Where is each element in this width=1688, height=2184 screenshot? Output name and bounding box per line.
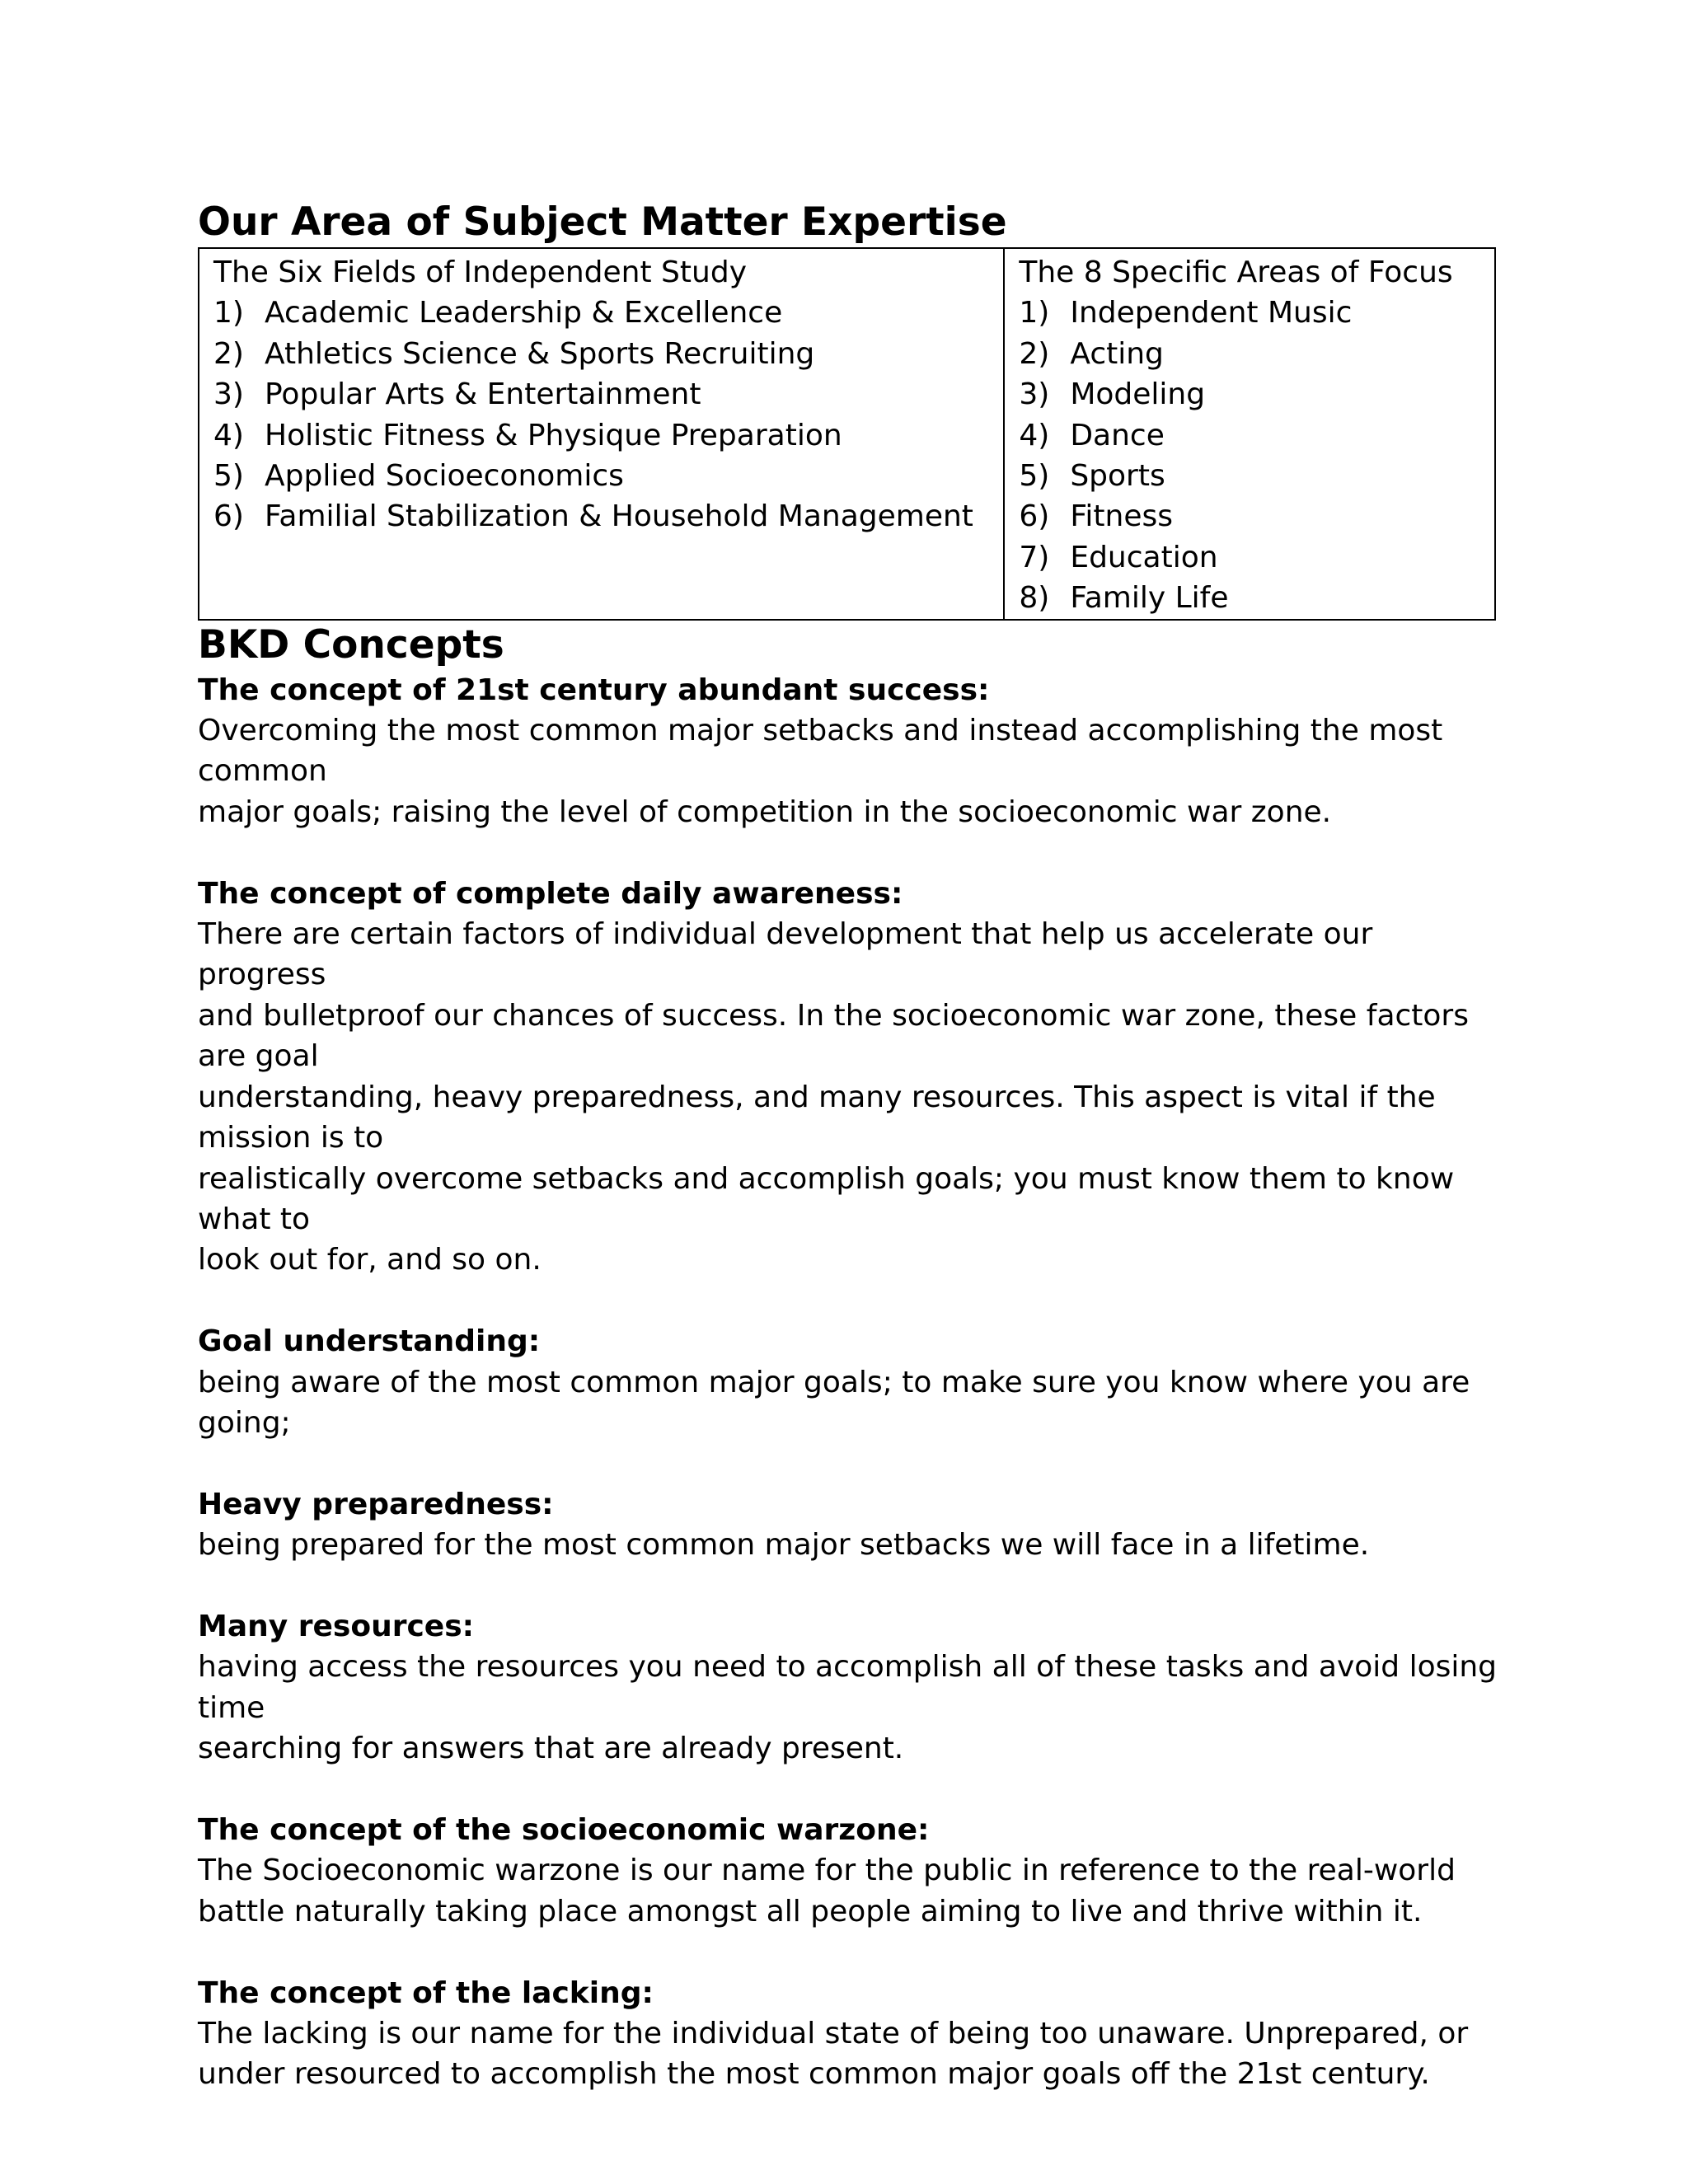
item-number: 2) bbox=[1019, 336, 1050, 371]
areas-item bbox=[1019, 334, 1494, 374]
paragraph-gap bbox=[198, 1932, 1500, 1972]
concept-line: being aware of the most common major goals; to make sure you know where you are going; bbox=[198, 1365, 1470, 1440]
item-number: 1) bbox=[213, 296, 244, 330]
fields-item bbox=[213, 456, 1003, 496]
areas-item bbox=[1019, 537, 1494, 578]
concept-line: The lacking is our name for the individual state of being too unaware. Unprepared, or bbox=[198, 2016, 1469, 2050]
fields-item bbox=[213, 374, 1003, 415]
areas-item bbox=[1019, 415, 1494, 456]
fields-item bbox=[213, 415, 1003, 456]
item-label: Applied Socioeconomics bbox=[265, 459, 624, 494]
concept-line: The Socioeconomic warzone is our name for the public in reference to the real-world bbox=[198, 1854, 1456, 1888]
concept-line: and bulletproof our chances of success. In the socioeconomic war zone, these factors are goal bbox=[198, 998, 1469, 1074]
concept-block-goal-understanding bbox=[198, 1321, 1500, 1443]
concept-block-many-resources bbox=[198, 1606, 1500, 1769]
item-label: Education bbox=[1070, 540, 1218, 574]
paragraph-gap bbox=[198, 832, 1500, 873]
concept-line: being prepared for the most common major setbacks we will face in a lifetime. bbox=[198, 1528, 1370, 1563]
concept-title: The concept of 21st century abundant success: bbox=[198, 673, 990, 707]
item-label: Modeling bbox=[1070, 377, 1206, 412]
concept-title: The concept of the lacking: bbox=[198, 1975, 654, 2010]
concept-line: understanding, heavy preparedness, and many resources. This aspect is vital if the mission is to bbox=[198, 1080, 1436, 1155]
concept-title: Goal understanding: bbox=[198, 1324, 541, 1359]
concept-block-lacking bbox=[198, 1973, 1500, 2095]
item-label: Holistic Fitness & Physique Preparation bbox=[265, 418, 842, 452]
concept-title: Many resources: bbox=[198, 1609, 475, 1643]
item-label: Athletics Science & Sports Recruiting bbox=[265, 336, 815, 371]
concepts-heading: BKD Concepts bbox=[198, 621, 504, 668]
item-label: Independent Music bbox=[1070, 296, 1353, 330]
item-number: 6) bbox=[213, 499, 244, 534]
item-number: 7) bbox=[1019, 540, 1050, 574]
fields-item bbox=[213, 293, 1003, 333]
expertise-heading: Our Area of Subject Matter Expertise bbox=[198, 199, 1007, 245]
item-label: Fitness bbox=[1070, 499, 1174, 534]
expertise-table-row bbox=[199, 248, 1495, 620]
paragraph-gap bbox=[198, 1769, 1500, 1810]
concept-line: having access the resources you need to accomplish all of these tasks and avoid losing time bbox=[198, 1650, 1498, 1725]
item-label: Popular Arts & Entertainment bbox=[265, 377, 701, 412]
concept-line: There are certain factors of individual development that help us accelerate our progress bbox=[198, 917, 1373, 992]
expertise-table bbox=[198, 247, 1496, 621]
concept-line: major goals; raising the level of competition in the socioeconomic war zone. bbox=[198, 794, 1332, 829]
areas-item bbox=[1019, 374, 1494, 415]
concept-line: Overcoming the most common major setbacks and instead accomplishing the most common bbox=[198, 714, 1443, 789]
areas-item bbox=[1019, 293, 1494, 333]
concept-line: realistically overcome setbacks and accomplish goals; you must know them to know what to bbox=[198, 1161, 1455, 1236]
concept-block-heavy-preparedness bbox=[198, 1484, 1500, 1566]
concept-line: searching for answers that are already present. bbox=[198, 1732, 904, 1766]
item-number: 5) bbox=[1019, 459, 1050, 494]
fields-item bbox=[213, 496, 1003, 537]
paragraph-gap bbox=[198, 1566, 1500, 1606]
item-label: Sports bbox=[1070, 459, 1165, 494]
fields-cell bbox=[199, 248, 1004, 620]
item-number: 2) bbox=[213, 336, 244, 371]
concept-block-socioeconomic-warzone bbox=[198, 1810, 1500, 1932]
document-page bbox=[198, 198, 1500, 2095]
fields-item bbox=[213, 334, 1003, 374]
item-number: 8) bbox=[1019, 581, 1050, 616]
areas-item bbox=[1019, 496, 1494, 537]
areas-cell bbox=[1004, 248, 1495, 620]
item-number: 5) bbox=[213, 459, 244, 494]
concept-title: Heavy preparedness: bbox=[198, 1487, 554, 1521]
item-number: 3) bbox=[1019, 377, 1050, 412]
areas-item bbox=[1019, 578, 1494, 618]
item-label: Family Life bbox=[1070, 581, 1229, 616]
item-label: Dance bbox=[1070, 418, 1165, 452]
item-label: Academic Leadership & Excellence bbox=[265, 296, 783, 330]
areas-title: The 8 Specific Areas of Focus bbox=[1019, 255, 1453, 289]
item-label: Acting bbox=[1070, 336, 1164, 371]
areas-item bbox=[1019, 456, 1494, 496]
item-number: 4) bbox=[1019, 418, 1050, 452]
item-number: 6) bbox=[1019, 499, 1050, 534]
concept-line: under resourced to accomplish the most common major goals off the 21st century. bbox=[198, 2057, 1430, 2092]
concept-title: The concept of the socioeconomic warzone: bbox=[198, 1812, 930, 1847]
concept-title: The concept of complete daily awareness: bbox=[198, 876, 903, 911]
item-label: Familial Stabilization & Household Management bbox=[265, 499, 973, 534]
item-number: 1) bbox=[1019, 296, 1050, 330]
concept-line: look out for, and so on. bbox=[198, 1243, 542, 1277]
paragraph-gap bbox=[198, 1443, 1500, 1483]
item-number: 4) bbox=[213, 418, 244, 452]
concept-block-daily-awareness bbox=[198, 874, 1500, 1281]
paragraph-gap bbox=[198, 1281, 1500, 1321]
concept-block-abundant-success bbox=[198, 670, 1500, 833]
item-number: 3) bbox=[213, 377, 244, 412]
fields-title: The Six Fields of Independent Study bbox=[213, 255, 747, 289]
concept-line: battle naturally taking place amongst all people aiming to live and thrive within it. bbox=[198, 1894, 1423, 1929]
